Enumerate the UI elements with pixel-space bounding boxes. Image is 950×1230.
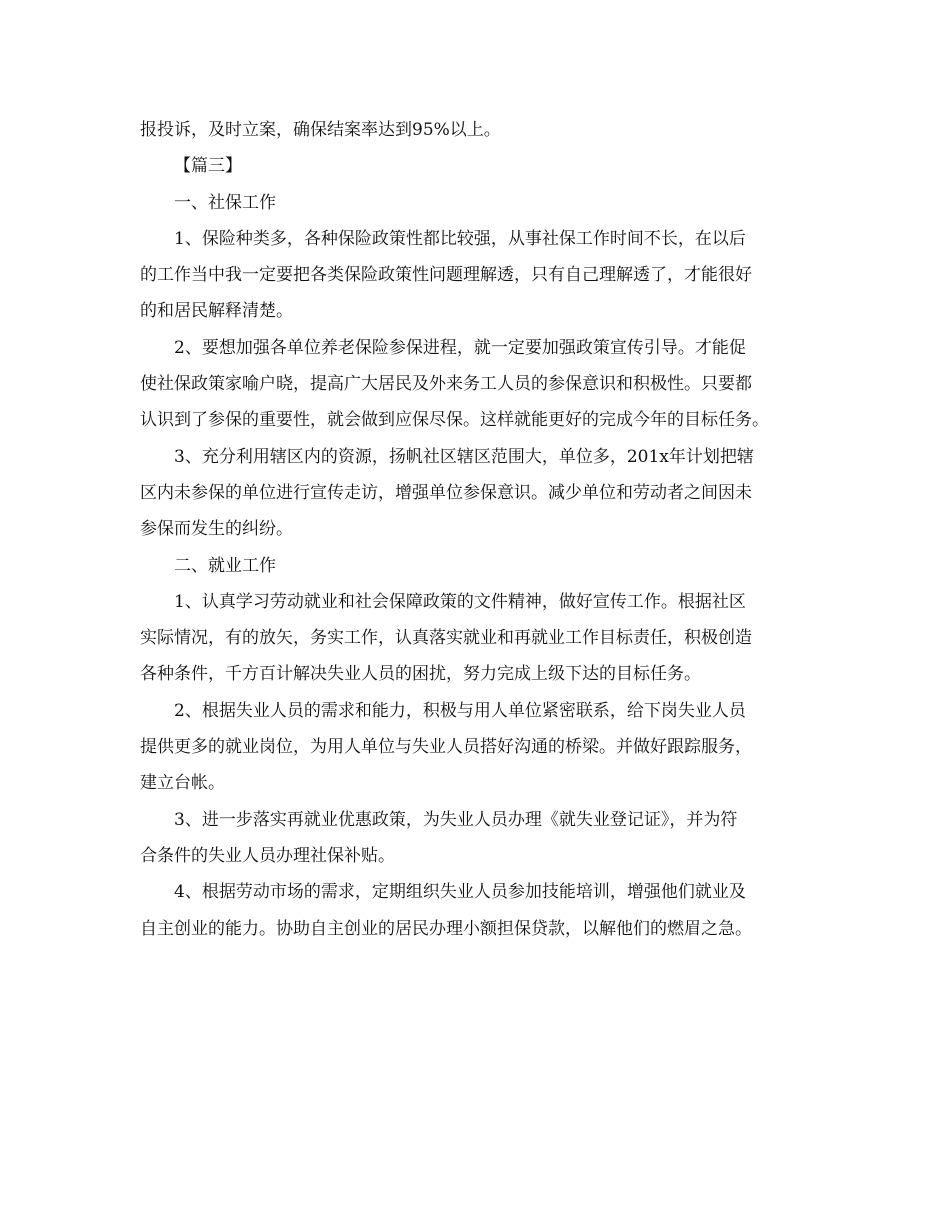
text-line-21: 合条件的失业人员办理社保补贴。 (140, 845, 395, 866)
text-line-9: 认识到了参保的重要性，就会做到应保尽保。这样就能更好的完成今年的目标任务。 (140, 410, 769, 431)
text-line-7: 2、要想加强各单位养老保险参保进程，就一定要加强政策宣传引导。才能促 (174, 337, 746, 358)
text-line-15: 实际情况，有的放矢，务实工作，认真落实就业和再就业工作目标责任，积极创造 (140, 628, 752, 649)
text-line-14: 1、认真学习劳动就业和社会保障政策的文件精神，做好宣传工作。根据社区 (174, 591, 746, 612)
text-line-23: 自主创业的能力。协助自主创业的居民办理小额担保贷款，以解他们的燃眉之急。 (140, 918, 752, 939)
section-heading-employment: 二、就业工作 (174, 555, 276, 576)
text-line-6: 的和居民解释清楚。 (140, 301, 293, 322)
text-line-16: 各种条件，千方百计解决失业人员的困扰，努力完成上级下达的目标任务。 (140, 664, 701, 685)
document-body (140, 112, 830, 947)
text-line-10: 3、充分利用辖区内的资源，扬帆社区辖区范围大，单位多，201x年计划把辖 (174, 446, 754, 467)
text-line-11: 区内未参保的单位进行宣传走访，增强单位参保意识。减少单位和劳动者之间因未 (140, 482, 752, 503)
text-line-22: 4、根据劳动市场的需求，定期组织失业人员参加技能培训，增强他们就业及 (174, 882, 746, 903)
text-line-20: 3、进一步落实再就业优惠政策，为失业人员办理《就失业登记证》，并为符 (174, 809, 738, 830)
text-line-12: 参保而发生的纠纷。 (140, 519, 293, 540)
text-line-5: 的工作当中我一定要把各类保险政策性问题理解透，只有自己理解透了，才能很好 (140, 265, 752, 286)
text-line-19: 建立台帐。 (140, 773, 225, 794)
text-line-1: 报投诉，及时立案，确保结案率达到95%以上。 (140, 120, 501, 140)
text-line-8: 使社保政策家喻户晓，提高广大居民及外来务工人员的参保意识和积极性。只要都 (140, 374, 752, 395)
text-line-18: 提供更多的就业岗位，为用人单位与失业人员搭好沟通的桥梁。并做好跟踪服务， (140, 737, 752, 758)
section-heading-part-three: 【篇三】 (174, 156, 242, 177)
section-heading-social-security: 一、社保工作 (174, 192, 276, 213)
text-line-17: 2、根据失业人员的需求和能力，积极与用人单位紧密联系，给下岗失业人员 (174, 700, 746, 721)
text-line-4: 1、保险种类多，各种保险政策性都比较强，从事社保工作时间不长，在以后 (174, 228, 746, 249)
